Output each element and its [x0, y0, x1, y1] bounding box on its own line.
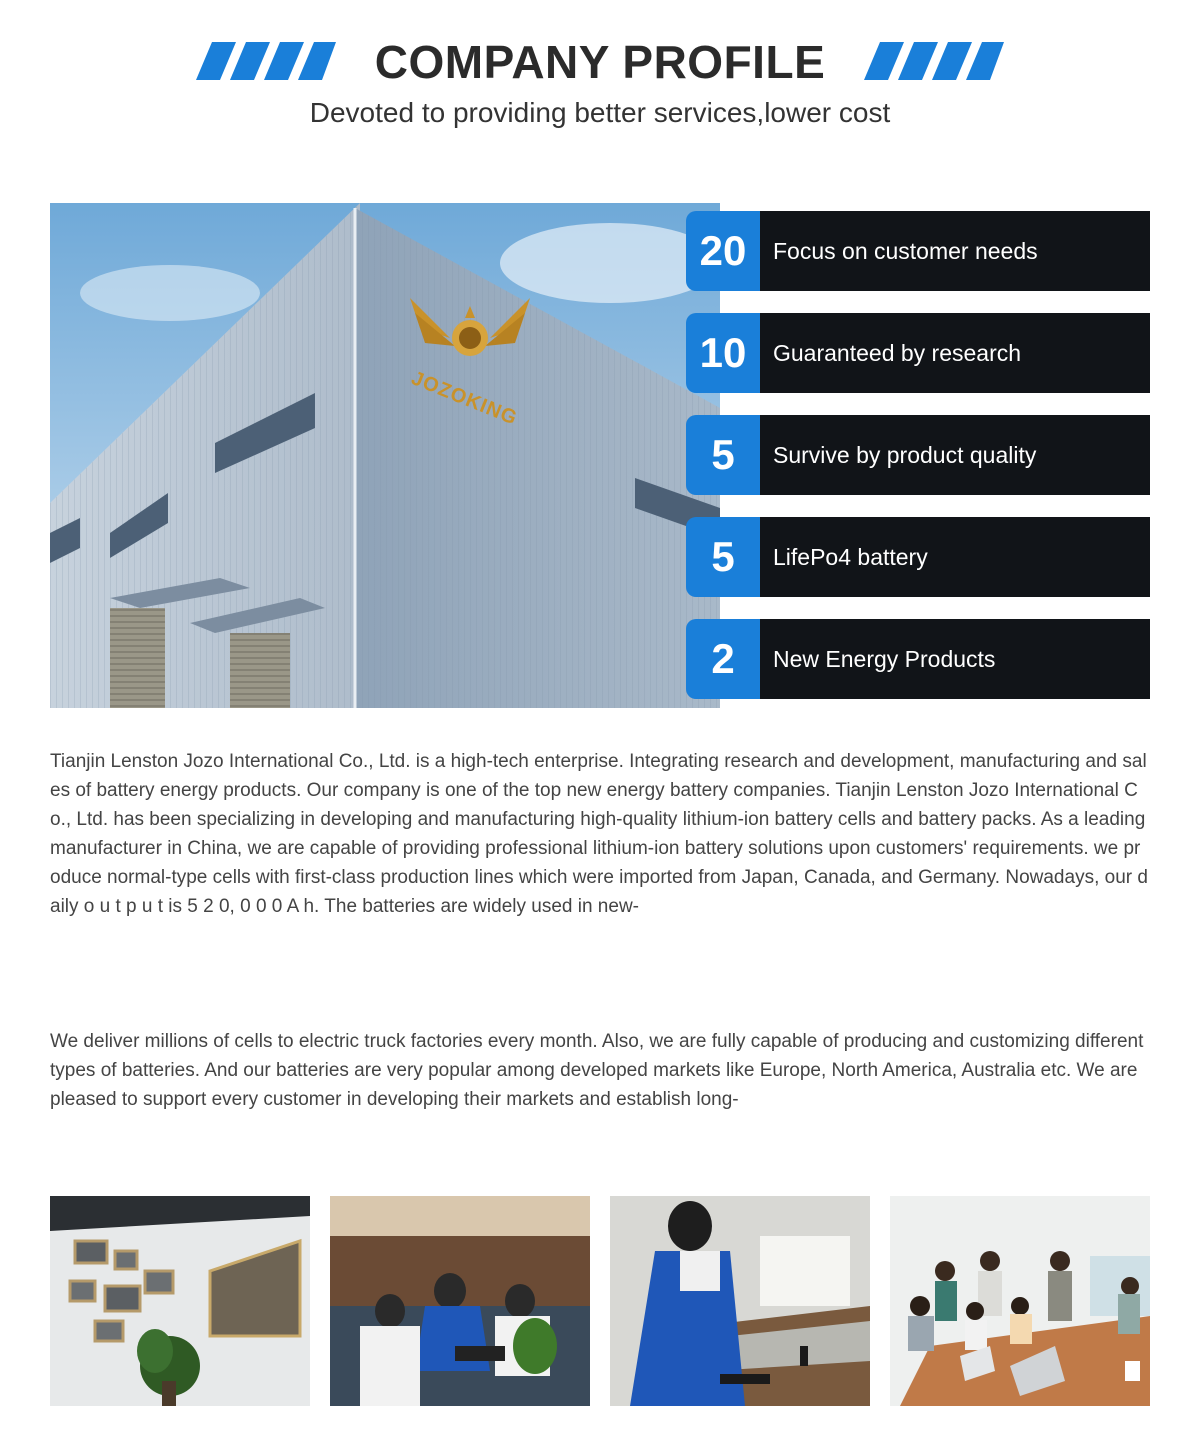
- meeting-photo: [330, 1196, 590, 1406]
- stat-label: LifePo4 battery: [760, 517, 1150, 597]
- stripes-right-icon: [864, 42, 1004, 80]
- stat-number: 10: [686, 313, 760, 393]
- page-subtitle: Devoted to providing better services,lower cost: [309, 97, 891, 128]
- stat-label: Focus on customer needs: [760, 211, 1150, 291]
- team-photo: [890, 1196, 1150, 1406]
- conference-room-photo: [610, 1196, 870, 1406]
- stat-number: 20: [686, 211, 760, 291]
- stat-number: 5: [686, 517, 760, 597]
- factory-building-image: [50, 203, 720, 708]
- stat-label: New Energy Products: [760, 619, 1150, 699]
- page-title: COMPANY PROFILE: [374, 36, 826, 88]
- stat-label: Survive by product quality: [760, 415, 1150, 495]
- sign-text: JOZOKING: [408, 367, 521, 430]
- company-description-2: We deliver millions of cells to electric truck factories every month. Also, we are fully capable of producing and customizing different types of batteries. And our batteries are very popular among developed markets like Europe, North America, Australia etc. We are pleased to support every customer in developing their markets and establish long-: [50, 1031, 1144, 1110]
- stat-row: [686, 415, 1150, 495]
- stat-row: [686, 619, 1150, 699]
- stat-label: Guaranteed by research: [760, 313, 1150, 393]
- office-wall-photo: [50, 1196, 310, 1406]
- stat-number: 5: [686, 415, 760, 495]
- stat-row: [686, 211, 1150, 291]
- stat-row: [686, 517, 1150, 597]
- company-description: Tianjin Lenston Jozo International Co., Ltd. is a high-tech enterprise. Integrating research and development, manufacturing and sales of battery energy products. Our company is one of the top new energy battery companies. Tianjin Lenston Jozo International Co., Ltd. has been specializing in developing and manufacturing high-quality lithium-ion battery cells and battery packs. As a leading manufacturer in China, we are capable of providing professional lithium-ion battery solutions upon customers' requirements. we produce normal-type cells with first-class production lines which were imported from Japan, Canada, and Germany. Nowadays, our daily o u t p u t is 5 2 0, 0 0 0 A h. The batteries are widely used in new-: [50, 751, 1148, 917]
- stat-number: 2: [686, 619, 760, 699]
- stat-row: [686, 313, 1150, 393]
- section-header: [0, 0, 1200, 150]
